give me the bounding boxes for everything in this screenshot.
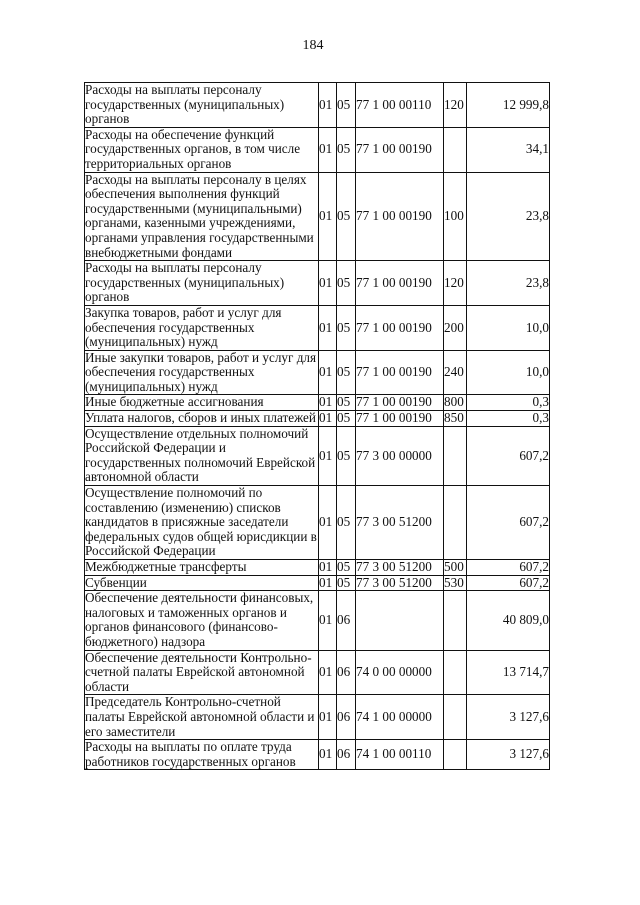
table-row [85,305,550,350]
target-item-code-cell: 77 1 00 00190 [356,350,444,395]
target-item-code-cell: 77 3 00 51200 [356,575,444,591]
target-item-code-cell: 77 3 00 00000 [356,426,444,485]
amount-cell: 0,3 [467,411,550,427]
subsection-code-cell: 06 [337,591,356,650]
expense-type-code-cell [444,591,467,650]
expense-type-code-cell: 530 [444,575,467,591]
row-name-line: Российской Федерации [85,543,216,559]
expense-type-code-cell: 500 [444,560,467,576]
row-name-line: органов [85,111,130,127]
row-name-line: Расходы на выплаты персоналу [85,82,262,97]
row-name-line: бюджетного) надзора [85,633,206,649]
amount-cell: 607,2 [467,486,550,560]
target-item-code-cell: 74 1 00 00110 [356,740,444,770]
page-number: 184 [302,38,324,53]
row-name-line: государственных (муниципальных) [85,96,285,112]
row-name-line: кандидатов в присяжные заседатели [85,514,289,530]
section-code-cell: 01 [319,486,337,560]
row-name-cell [85,650,319,695]
row-name-line: обеспечения государственных [85,319,255,335]
table-row [85,350,550,395]
row-name-line: государственными (муниципальными) [85,200,302,216]
section-code-cell: 01 [319,695,337,740]
row-name-line: органами управления государственными [85,229,314,245]
subsection-code-cell: 05 [337,426,356,485]
row-name-line: Субвенции [85,574,147,590]
subsection-code-cell: 05 [337,350,356,395]
section-code-cell: 01 [319,591,337,650]
amount-cell: 3 127,6 [467,740,550,770]
amount-cell: 23,8 [467,172,550,261]
row-name-cell [85,740,319,770]
row-name-line: внебюджетными фондами [85,244,233,260]
table-row [85,695,550,740]
table-row [85,591,550,650]
subsection-code-cell: 05 [337,83,356,128]
row-name-line: государственных органов, в том числе [85,141,301,157]
expense-type-code-cell: 800 [444,395,467,411]
row-name-line: Осуществление полномочий по [85,485,263,501]
row-name-line: счетной палаты Еврейской автономной [85,664,305,680]
row-name-line: Российской Федерации и [85,440,226,456]
row-name-cell [85,486,319,560]
row-name-cell [85,172,319,261]
row-name-cell [85,83,319,128]
table-row [85,650,550,695]
row-name-line: Иные закупки товаров, работ и услуг для [85,349,317,365]
target-item-code-cell: 74 0 00 00000 [356,650,444,695]
row-name-cell [85,695,319,740]
row-name-line: Закупка товаров, работ и услуг для [85,304,282,320]
amount-cell: 40 809,0 [467,591,550,650]
amount-cell: 34,1 [467,127,550,172]
row-name-line: государственных полномочий Еврейской [85,454,316,470]
target-item-code-cell: 77 1 00 00110 [356,83,444,128]
target-item-code-cell: 77 1 00 00190 [356,172,444,261]
row-name-line: органами, казенными учреждениями, [85,215,296,231]
expense-type-code-cell: 850 [444,411,467,427]
amount-cell: 607,2 [467,560,550,576]
row-name-cell [85,560,319,576]
section-code-cell: 01 [319,261,337,306]
table-row [85,740,550,770]
row-name-cell [85,127,319,172]
section-code-cell: 01 [319,83,337,128]
row-name-line: территориальных органов [85,155,232,171]
row-name-line: Уплата налогов, сборов и иных платежей [85,410,316,426]
amount-cell: 607,2 [467,426,550,485]
section-code-cell: 01 [319,411,337,427]
section-code-cell: 01 [319,650,337,695]
row-name-line: Межбюджетные трансферты [85,559,247,574]
expense-type-code-cell [444,650,467,695]
target-item-code-cell: 77 1 00 00190 [356,127,444,172]
section-code-cell: 01 [319,172,337,261]
row-name-line: обеспечения выполнения функций [85,186,280,202]
row-name-cell [85,591,319,650]
subsection-code-cell: 06 [337,695,356,740]
row-name-line: обеспечения государственных [85,364,255,380]
section-code-cell: 01 [319,560,337,576]
table-row [85,426,550,485]
table-row [85,261,550,306]
subsection-code-cell: 05 [337,575,356,591]
subsection-code-cell: 05 [337,411,356,427]
expense-type-code-cell: 100 [444,172,467,261]
row-name-line: его заместители [85,723,176,739]
row-name-cell [85,395,319,411]
row-name-line: (муниципальных) нужд [85,334,218,350]
subsection-code-cell: 05 [337,261,356,306]
subsection-code-cell: 05 [337,395,356,411]
amount-cell: 13 714,7 [467,650,550,695]
expense-type-code-cell: 240 [444,350,467,395]
row-name-line: работников государственных органов [85,753,296,769]
row-name-cell [85,575,319,591]
section-code-cell: 01 [319,305,337,350]
subsection-code-cell: 05 [337,560,356,576]
table-row [85,411,550,427]
section-code-cell: 01 [319,127,337,172]
subsection-code-cell: 06 [337,650,356,695]
amount-cell: 607,2 [467,575,550,591]
expense-type-code-cell [444,695,467,740]
amount-cell: 10,0 [467,305,550,350]
amount-cell: 10,0 [467,350,550,395]
table-row [85,395,550,411]
row-name-line: Расходы на выплаты персоналу [85,260,262,276]
row-name-line: области [85,678,130,694]
row-name-line: государственных (муниципальных) [85,274,285,290]
amount-cell: 3 127,6 [467,695,550,740]
row-name-line: составлению (изменению) списков [85,499,281,515]
row-name-cell [85,411,319,427]
table-row [85,127,550,172]
subsection-code-cell: 05 [337,127,356,172]
target-item-code-cell: 77 1 00 00190 [356,395,444,411]
expense-type-code-cell [444,127,467,172]
expense-type-code-cell [444,486,467,560]
expense-type-code-cell [444,426,467,485]
row-name-line: Обеспечение деятельности финансовых, [85,590,314,606]
row-name-line: (муниципальных) нужд [85,378,218,394]
section-code-cell: 01 [319,350,337,395]
section-code-cell: 01 [319,395,337,411]
budget-table [84,82,550,770]
amount-cell: 12 999,8 [467,83,550,128]
expense-type-code-cell: 200 [444,305,467,350]
row-name-cell [85,261,319,306]
row-name-line: органов финансового (финансово- [85,619,278,635]
row-name-line: Расходы на выплаты по оплате труда [85,739,292,755]
table-row [85,172,550,261]
target-item-code-cell [356,591,444,650]
table-row [85,486,550,560]
expense-type-code-cell [444,740,467,770]
target-item-code-cell: 77 1 00 00190 [356,305,444,350]
row-name-line: налоговых и таможенных органов и [85,604,287,620]
subsection-code-cell: 06 [337,740,356,770]
row-name-line: Председатель Контрольно-счетной [85,694,281,710]
row-name-line: палаты Еврейской автономной области и [85,708,315,724]
row-name-cell [85,350,319,395]
table-row [85,575,550,591]
row-name-line: органов [85,289,130,305]
row-name-line: автономной области [85,469,199,485]
target-item-code-cell: 77 3 00 51200 [356,560,444,576]
target-item-code-cell: 74 1 00 00000 [356,695,444,740]
table-body [85,83,550,770]
section-code-cell: 01 [319,740,337,770]
row-name-cell [85,305,319,350]
target-item-code-cell: 77 3 00 51200 [356,486,444,560]
section-code-cell: 01 [319,426,337,485]
subsection-code-cell: 05 [337,305,356,350]
row-name-line: Расходы на обеспечение функций [85,126,275,142]
amount-cell: 0,3 [467,395,550,411]
row-name-line: Иные бюджетные ассигнования [85,394,264,410]
target-item-code-cell: 77 1 00 00190 [356,261,444,306]
expense-type-code-cell: 120 [444,261,467,306]
expense-type-code-cell: 120 [444,83,467,128]
row-name-line: федеральных судов общей юрисдикции в [85,528,317,544]
amount-cell: 23,8 [467,261,550,306]
row-name-line: Расходы на выплаты персоналу в целях [85,171,307,187]
row-name-line: Осуществление отдельных полномочий [85,425,309,441]
row-name-line: Обеспечение деятельности Контрольно- [85,649,312,665]
table-row [85,560,550,576]
section-code-cell: 01 [319,575,337,591]
target-item-code-cell: 77 1 00 00190 [356,411,444,427]
row-name-cell [85,426,319,485]
table-row [85,83,550,128]
subsection-code-cell: 05 [337,486,356,560]
subsection-code-cell: 05 [337,172,356,261]
